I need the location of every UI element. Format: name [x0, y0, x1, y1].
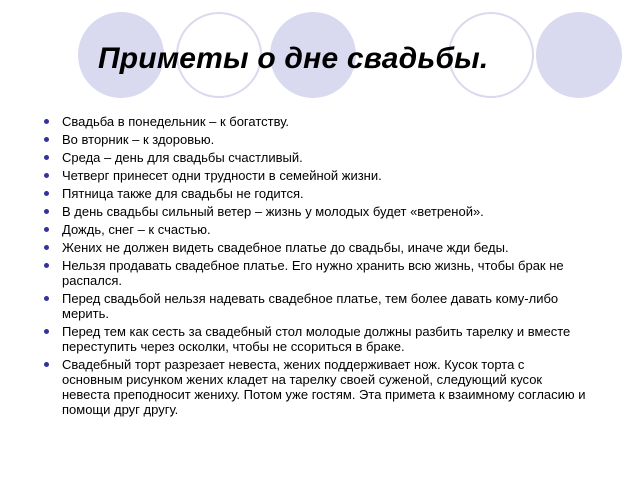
bullet-text: Перед свадьбой нельзя надевать свадебное платье, тем более давать кому-либо мерить.	[62, 291, 559, 321]
bullet-text: Дождь, снег – к счастью.	[62, 222, 211, 237]
bullet-item	[40, 114, 588, 129]
bullet-dot-icon	[44, 296, 49, 301]
bullet-item	[40, 324, 588, 354]
bullet-item	[40, 357, 588, 417]
bullet-text: Во вторник – к здоровью.	[62, 132, 215, 147]
decor-circle	[536, 12, 622, 98]
bullet-text: Жених не должен видеть свадебное платье до свадьбы, иначе жди беды.	[62, 240, 509, 255]
bullet-text: Перед тем как сесть за свадебный стол молодые должны разбить тарелку и вместе переступить через осколки, чтобы не ссориться в браке.	[62, 324, 571, 354]
bullet-text: Четверг принесет одни трудности в семейной жизни.	[62, 168, 382, 183]
bullet-dot-icon	[44, 137, 49, 142]
bullet-dot-icon	[44, 191, 49, 196]
bullet-dot-icon	[44, 329, 49, 334]
bullet-dot-icon	[44, 155, 49, 160]
bullet-dot-icon	[44, 209, 49, 214]
bullet-dot-icon	[44, 227, 49, 232]
bullet-item	[40, 132, 588, 147]
bullet-item	[40, 222, 588, 237]
bullet-text: Нельзя продавать свадебное платье. Его нужно хранить всю жизнь, чтобы брак не распался.	[62, 258, 564, 288]
bullet-text: Свадебный торт разрезает невеста, жених поддерживает нож. Кусок торта с основным рисунком жених кладет на тарелку своей суженой, следующий кусок невеста преподносит жениху. Потом уже гостям. Эта примета к взаимному согласию и помощи друг другу.	[62, 357, 586, 417]
bullet-dot-icon	[44, 245, 49, 250]
bullet-text: Пятница также для свадьбы не годится.	[62, 186, 304, 201]
slide-title: Приметы о дне свадьбы.	[98, 42, 489, 75]
bullet-item	[40, 186, 588, 201]
bullet-text: Свадьба в понедельник – к богатству.	[62, 114, 290, 129]
bullet-item	[40, 168, 588, 183]
bullet-item	[40, 291, 588, 321]
bullet-dot-icon	[44, 263, 49, 268]
bullet-item	[40, 240, 588, 255]
bullet-list	[40, 114, 588, 420]
bullet-item	[40, 204, 588, 219]
bullet-item	[40, 258, 588, 288]
bullet-text: В день свадьбы сильный ветер – жизнь у молодых будет «ветреной».	[62, 204, 484, 219]
bullet-text: Среда – день для свадьбы счастливый.	[62, 150, 303, 165]
bullet-dot-icon	[44, 119, 49, 124]
bullet-item	[40, 150, 588, 165]
bullet-dot-icon	[44, 173, 49, 178]
bullet-dot-icon	[44, 362, 49, 367]
